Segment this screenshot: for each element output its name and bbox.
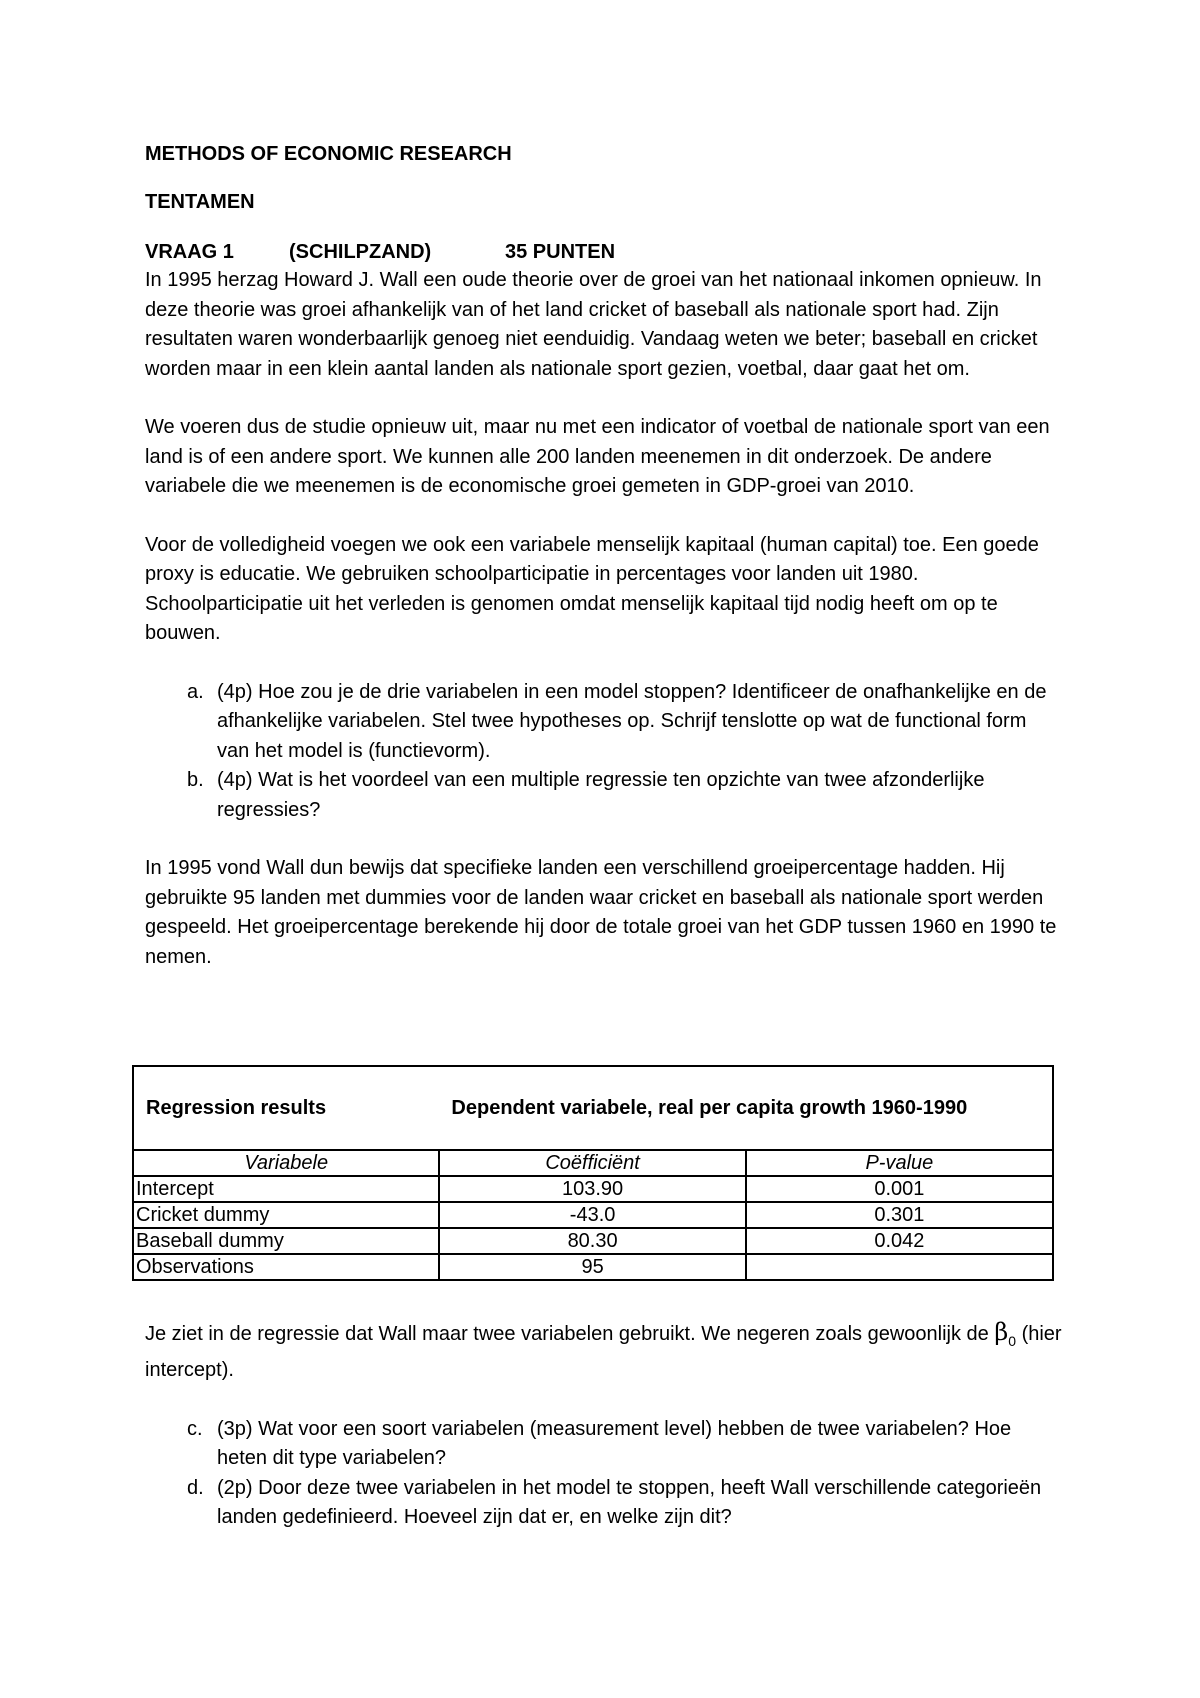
subquestion-list — [145, 678, 1065, 826]
table-cell: 0.001 — [746, 1176, 1053, 1202]
paragraph-text: (hier intercept). — [145, 1323, 1062, 1382]
subquestion — [145, 1415, 1065, 1474]
table-cell: 80.30 — [439, 1228, 745, 1254]
subquestion — [145, 1474, 1065, 1533]
subquestion-text: (2p) Door deze twee variabelen in het model te stoppen, heeft Wall verschillende categorieën landen gedefinieerd. Hoeveel zijn dat er, en welke zijn dit? — [217, 1476, 1042, 1529]
table-cell: Observations — [133, 1254, 439, 1280]
subquestion-list — [145, 1415, 1065, 1533]
question-heading — [145, 238, 1065, 266]
document-title: METHODS OF ECONOMIC RESEARCH — [145, 143, 512, 165]
table-cell: 0.301 — [746, 1202, 1053, 1228]
column-header: P-value — [746, 1150, 1053, 1176]
subquestion-text: (4p) Wat is het voordeel van een multiple regressie ten opzichte van twee afzonderlijke regressies? — [217, 769, 985, 821]
column-header: Coëfficiënt — [439, 1150, 745, 1176]
document-subtitle: TENTAMEN — [145, 191, 255, 213]
subquestion-letter: a. — [187, 680, 204, 703]
table-cell: 95 — [439, 1254, 745, 1280]
subquestion-letter: b. — [187, 769, 204, 791]
paragraph: Voor de volledigheid voegen we ook een variabele menselijk kapitaal (human capital) toe. Een goede proxy is educatie. We gebruiken schoolparticipatie in percentages voor landen uit 1980. Schoolparticipatie uit het verleden is genomen omdat menselijk kapitaal tijd nodig heeft om op te bouwen. — [145, 533, 1039, 644]
subquestion-letter: c. — [187, 1417, 203, 1440]
table-row — [133, 1202, 1053, 1228]
table-cell: Intercept — [133, 1176, 439, 1202]
question-author: (SCHILPZAND) — [289, 241, 432, 263]
paragraph: In 1995 vond Wall dun bewijs dat specifieke landen een verschillend groeipercentage hadden. Hij gebruikte 95 landen met dummies voor de landen waar cricket en baseball als nationale sport werden gespeeld. Het groeipercentage berekende hij door de totale groei van het GDP tussen 1960 en 1990 te nemen. — [145, 857, 1057, 968]
table-row — [133, 1176, 1053, 1202]
paragraph — [145, 1318, 1065, 1386]
table-cell: 0.042 — [746, 1228, 1053, 1254]
subquestion-letter: d. — [187, 1476, 204, 1499]
paragraph: In 1995 herzag Howard J. Wall een oude theorie over de groei van het nationaal inkomen opnieuw. In deze theorie was groei afhankelijk van of het land cricket of baseball als nationale sport had. Zijn resultaten waren wonderbaarlijk genoeg niet eenduidig. Vandaag weten we beter; baseball en cricket worden maar in een klein aantal landen als nationale sport gezien, voetbal, daar gaat het om. — [145, 269, 1042, 380]
table-cell: 103.90 — [439, 1176, 745, 1202]
subquestion — [145, 766, 1065, 825]
regression-table — [132, 1065, 1054, 1281]
table-cell — [746, 1254, 1053, 1280]
table-head-right: Dependent variabele, real per capita growth 1960-1990 — [439, 1066, 1053, 1150]
subquestion-text: (4p) Hoe zou je de drie variabelen in een model stoppen? Identificeer de onafhankelijke en de afhankelijke variabelen. Stel twee hypotheses op. Schrijf tenslotte op wat de functional form van het model is (functievorm). — [217, 680, 1047, 762]
document-body — [145, 140, 1065, 1001]
paragraph-text: Je ziet in de regressie dat Wall maar twee variabelen gebruikt. We negeren zoals gewoonlijk de — [145, 1323, 989, 1345]
document-body-continued — [145, 1318, 1065, 1562]
table-cell: Baseball dummy — [133, 1228, 439, 1254]
table-cell: -43.0 — [439, 1202, 745, 1228]
table-head-left: Regression results — [133, 1066, 439, 1150]
beta-zero-symbol: $\beta_0$ — [994, 1318, 1017, 1349]
table-row — [133, 1254, 1053, 1280]
subquestion-text: (3p) Wat voor een soort variabelen (measurement level) hebben de twee variabelen? Hoe heten dit type variabelen? — [217, 1417, 1012, 1470]
subquestion — [145, 678, 1065, 767]
table-row — [133, 1228, 1053, 1254]
paragraph: We voeren dus de studie opnieuw uit, maar nu met een indicator of voetbal de nationale sport van een land is of een andere sport. We kunnen alle 200 landen meenemen in dit onderzoek. De andere variabele die we meenemen is de economische groei gemeten in GDP-groei van 2010. — [145, 416, 1050, 497]
question-points: 35 PUNTEN — [505, 241, 616, 263]
column-header: Variabele — [133, 1150, 439, 1176]
table-cell: Cricket dummy — [133, 1202, 439, 1228]
question-number: VRAAG 1 — [145, 241, 234, 263]
